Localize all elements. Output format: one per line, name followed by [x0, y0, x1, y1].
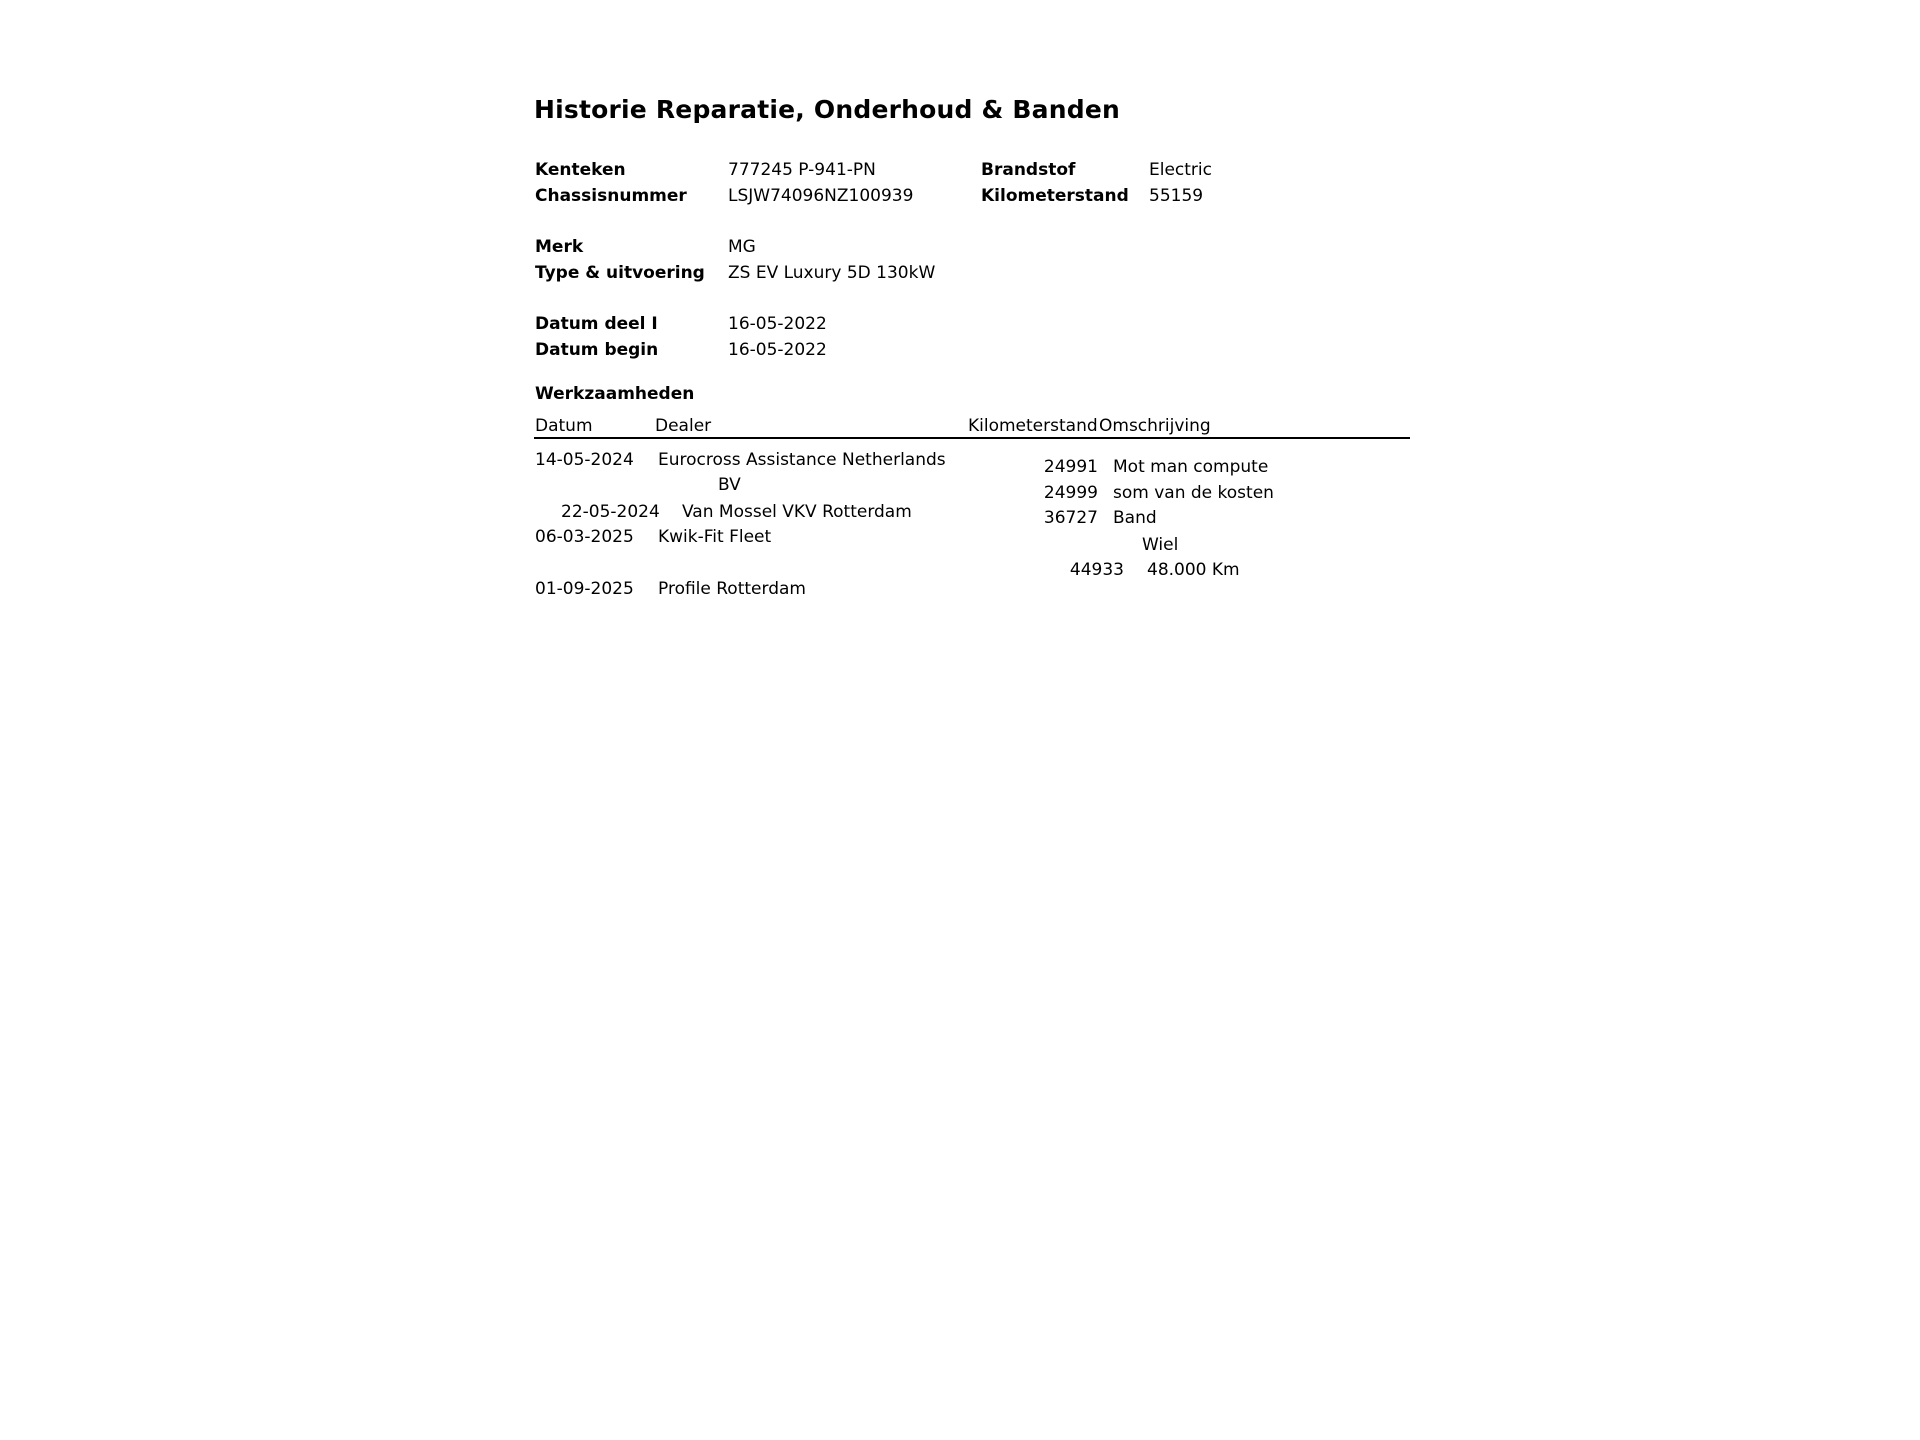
table-row-kilometerstand: 24991 [1043, 457, 1098, 477]
table-row-kilometerstand: 24999 [1043, 483, 1098, 503]
table-row-omschrijving: Band [1113, 508, 1157, 528]
table-row-omschrijving: Wiel [1142, 535, 1179, 555]
table-row-datum: 01-09-2025 [535, 579, 634, 599]
table-row-datum: 22-05-2024 [561, 502, 660, 522]
table-row-dealer: Eurocross Assistance Netherlands [658, 450, 946, 470]
chassisnummer-label: Chassisnummer [535, 186, 687, 206]
table-row-kilometerstand: 36727 [1043, 508, 1098, 528]
kenteken-value: 777245 P-941-PN [728, 160, 876, 180]
type-uitvoering-label: Type & uitvoering [535, 263, 705, 283]
table-row-omschrijving: som van de kosten [1113, 483, 1274, 503]
table-row-omschrijving: 48.000 Km [1147, 560, 1240, 580]
column-header-kilometerstand: Kilometerstand [968, 416, 1098, 436]
column-header-datum: Datum [535, 416, 593, 436]
table-header-divider [534, 437, 1410, 439]
kenteken-label: Kenteken [535, 160, 626, 180]
kilometerstand-label: Kilometerstand [981, 186, 1129, 206]
column-header-omschrijving: Omschrijving [1099, 416, 1211, 436]
table-row-datum: 06-03-2025 [535, 527, 634, 547]
table-row-datum: 14-05-2024 [535, 450, 634, 470]
kilometerstand-value: 55159 [1149, 186, 1204, 206]
datum-deel-1-label: Datum deel I [535, 314, 658, 334]
page-title: Historie Reparatie, Onderhoud & Banden [534, 95, 1120, 124]
datum-begin-label: Datum begin [535, 340, 659, 360]
werkzaamheden-section-title: Werkzaamheden [535, 384, 695, 404]
brandstof-value: Electric [1149, 160, 1212, 180]
table-row-dealer: Kwik-Fit Fleet [658, 527, 772, 547]
brandstof-label: Brandstof [981, 160, 1076, 180]
table-row-dealer: Van Mossel VKV Rotterdam [682, 502, 912, 522]
datum-begin-value: 16-05-2022 [728, 340, 827, 360]
column-header-dealer: Dealer [655, 416, 712, 436]
table-row-dealer: BV [718, 475, 741, 495]
datum-deel-1-value: 16-05-2022 [728, 314, 827, 334]
table-row-dealer: Profile Rotterdam [658, 579, 806, 599]
table-row-kilometerstand: 44933 [1069, 560, 1124, 580]
chassisnummer-value: LSJW74096NZ100939 [728, 186, 914, 206]
type-uitvoering-value: ZS EV Luxury 5D 130kW [728, 263, 936, 283]
table-row-omschrijving: Mot man compute [1113, 457, 1269, 477]
merk-label: Merk [535, 237, 584, 257]
merk-value: MG [728, 237, 756, 257]
